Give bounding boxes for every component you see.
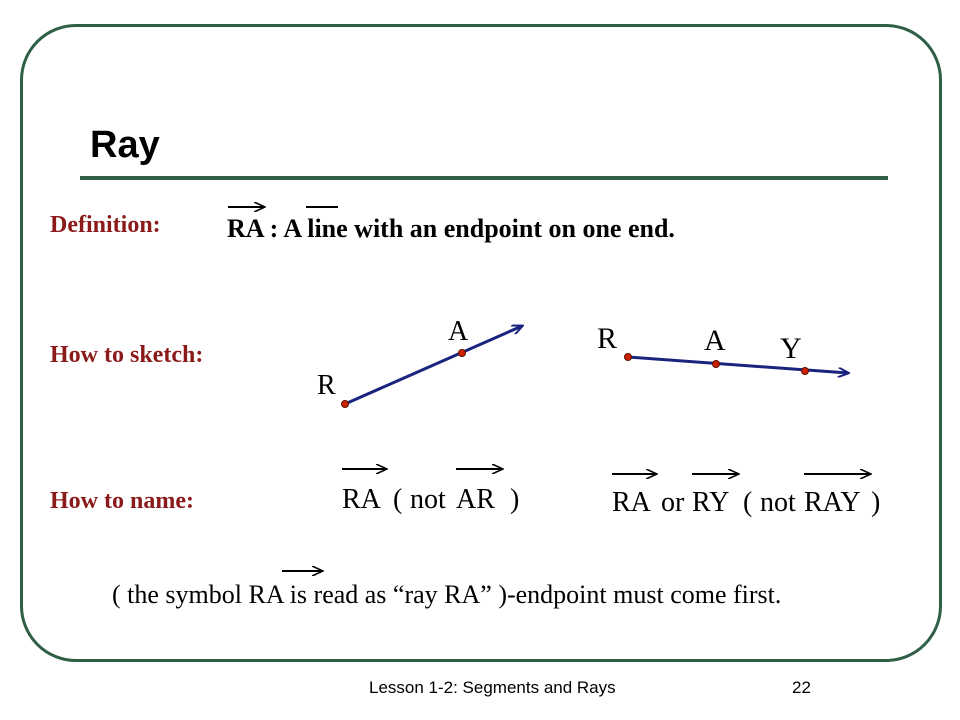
- ray-name-ray: RAY: [804, 487, 861, 518]
- definition-label: Definition:: [50, 212, 161, 238]
- point-r: [625, 354, 632, 361]
- not-word: not: [760, 487, 796, 518]
- definition-text: A line with an endpoint on one end.: [283, 214, 675, 243]
- sketch-label: How to sketch:: [50, 342, 204, 368]
- point-label-a: A: [704, 324, 726, 357]
- or-word: or: [661, 487, 685, 518]
- paren-open: (: [393, 484, 403, 515]
- point-label-r: R: [597, 322, 618, 355]
- footer-title: Lesson 1-2: Segments and Rays: [369, 678, 616, 697]
- name-example-2: [612, 474, 880, 518]
- point-label-r: R: [317, 370, 336, 401]
- point-r: [342, 401, 349, 408]
- definition-symbol: RA: [227, 214, 264, 243]
- note-after: is read as “ray RA” )-endpoint must come first.: [289, 580, 782, 609]
- reading-note: [112, 580, 781, 610]
- sketch-ray-ray: [597, 322, 848, 375]
- paren-close: ): [871, 487, 881, 518]
- ray-name-ar: AR: [456, 484, 495, 515]
- definition-colon: :: [269, 214, 279, 243]
- point-label-a: A: [448, 316, 469, 347]
- point-label-y: Y: [780, 332, 802, 365]
- point-a: [713, 361, 720, 368]
- note-symbol: RA: [248, 580, 284, 609]
- ray-name-ra: RA: [342, 484, 381, 515]
- name-label: How to name:: [50, 488, 194, 514]
- point-y: [802, 368, 809, 375]
- name-example-1: [342, 469, 519, 515]
- page-number: 22: [792, 678, 811, 697]
- ray-name-ry: RY: [692, 487, 730, 518]
- note-before: ( the symbol: [112, 580, 242, 609]
- slide-title: Ray: [90, 124, 160, 166]
- point-a: [459, 350, 466, 357]
- ray-name-ra: RA: [612, 487, 651, 518]
- paren-open: (: [743, 487, 753, 518]
- paren-close: ): [510, 484, 520, 515]
- sketch-ray-ra: [317, 316, 522, 408]
- not-word: not: [410, 484, 446, 515]
